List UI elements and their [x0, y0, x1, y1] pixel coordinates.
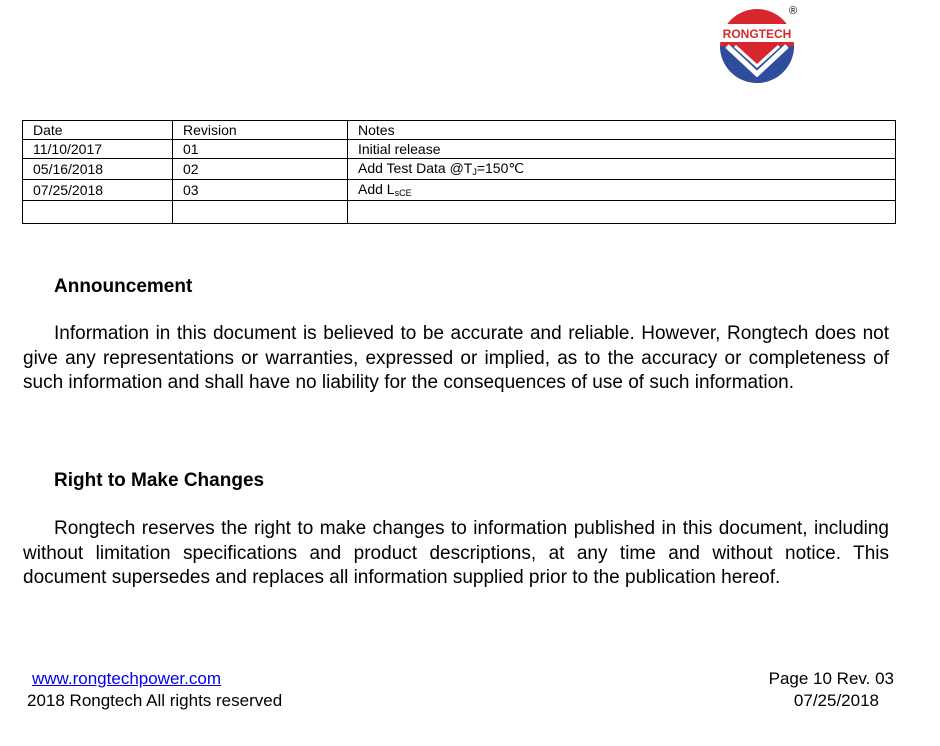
row-date: 11/10/2017	[23, 140, 173, 159]
row-revision: 02	[173, 159, 348, 180]
announcement-body: Information in this document is believed to be accurate and reliable. However, Rongtech does not give any representations or warranties, expressed or implied, as to the accuracy or completeness of such information and shall have no liability for the consequences of use of such information.	[23, 323, 889, 393]
header-notes: Notes	[348, 121, 896, 140]
notes-prefix: Add Test Data @T	[358, 160, 473, 176]
row-date	[23, 201, 173, 224]
row-revision: 03	[173, 180, 348, 201]
rongtech-logo	[717, 2, 801, 86]
row-notes	[348, 180, 896, 201]
row-revision	[173, 201, 348, 224]
page-revision: Page 10 Rev. 03	[768, 669, 894, 688]
row-notes: Initial release	[348, 140, 896, 159]
announcement-heading: Announcement	[54, 276, 193, 297]
copyright-text: 2018 Rongtech All rights reserved	[27, 691, 283, 710]
right-to-change-body: Rongtech reserves the right to make changes to information published in this document, including without limitation specifications and product descriptions, at any time and without notice. This document supersedes and replaces all information supplied prior to the publication hereof.	[23, 518, 889, 588]
table-header-row	[23, 121, 896, 140]
right-to-change-heading: Right to Make Changes	[54, 470, 265, 491]
row-notes	[348, 159, 896, 180]
table-row-empty	[23, 201, 896, 224]
footer-date: 07/25/2018	[793, 691, 879, 710]
notes-subscript: J	[472, 167, 477, 177]
website-link[interactable]: www.rongtechpower.com	[32, 669, 221, 688]
header-revision: Revision	[173, 121, 348, 140]
table-row	[23, 180, 896, 201]
row-date: 07/25/2018	[23, 180, 173, 201]
notes-subscript: sCE	[394, 188, 412, 198]
header-date: Date	[23, 121, 173, 140]
notes-suffix: =150℃	[476, 160, 525, 176]
revision-table	[22, 120, 896, 224]
notes-prefix: Add L	[358, 181, 395, 197]
row-revision: 01	[173, 140, 348, 159]
row-date: 05/16/2018	[23, 159, 173, 180]
table-row	[23, 140, 896, 159]
row-notes	[348, 201, 896, 224]
registered-mark: ®	[789, 5, 798, 17]
logo-text: RONGTECH	[722, 27, 792, 41]
table-row	[23, 159, 896, 180]
